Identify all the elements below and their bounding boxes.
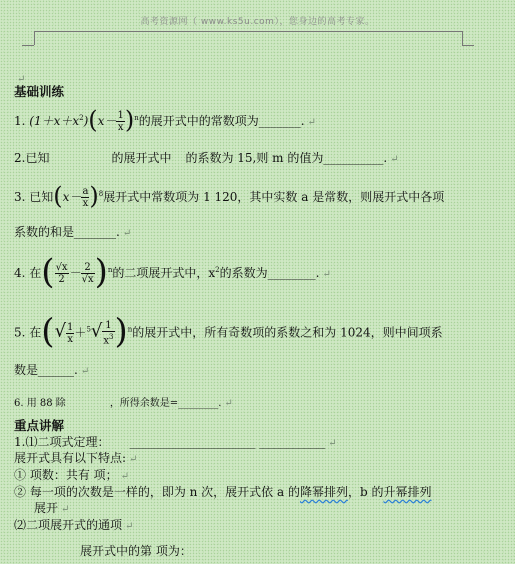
q1-paren-open: (: [88, 106, 98, 134]
q5-number: 5.: [14, 325, 26, 340]
q4-f2-den: √x: [81, 274, 94, 285]
q5-text-a: 在: [29, 325, 42, 340]
k5-text: 展开: [34, 501, 59, 515]
q5-root-2: [102, 320, 114, 346]
q6-text-b: ，所得余数是=________.: [109, 398, 222, 409]
key-6: ⑵二项展开式的通项 ↵: [14, 518, 134, 532]
q4-text-b: 的二项展开式中，x: [112, 266, 216, 280]
q3-expr-x: x－: [62, 190, 82, 204]
q4-fraction-1: [55, 262, 69, 285]
k4-text-a: ② 每一项的次数是一样的，即为 n 次，展开式依 a 的: [14, 485, 300, 499]
q4-paren-open: (: [41, 252, 55, 292]
q3-paren-open: (: [53, 182, 63, 210]
q3-paren-close: ): [89, 182, 99, 210]
k1-text-a: 1.⑴二项式定理：: [14, 435, 110, 449]
corner-mark-right-h: [462, 45, 474, 46]
q4-exponent: n: [107, 266, 113, 274]
question-3: [14, 182, 445, 210]
q4-f1-num: √x: [55, 262, 68, 273]
section-title-key: [14, 418, 64, 434]
question-2: 2.已知 的展开式中 的系数为 15,则 m 的值为__________. ↵: [14, 151, 399, 165]
q5-root-index: 5: [86, 325, 91, 334]
k3-text: ① 项数：共有 项；: [14, 468, 118, 482]
q5-r2-den: x: [103, 335, 110, 347]
q1-frac-num: 1: [117, 110, 124, 121]
section-title-basic: [14, 84, 64, 100]
q4-paren-close: ): [94, 252, 108, 292]
q1-paren-close: ): [124, 106, 135, 134]
question-4: 4. 在( $\frac{√x}{2}$ － $\frac{2}{√x}$ )$^n$的二项展开式中，$x^2$的系数为________. ↵: [14, 252, 331, 292]
q1-expr-a: (1＋x＋x: [29, 114, 80, 128]
corner-mark-left-h: [22, 45, 34, 46]
q4-f1-den: 2: [58, 274, 65, 285]
k6-text: ⑵二项展开式的通项: [14, 518, 123, 532]
key-1: 1.⑴二项式定理： _____________________ ___________ ↵: [14, 435, 337, 449]
section-title-key-text: 重点讲解: [14, 418, 65, 433]
q3-exponent: 8: [98, 190, 104, 198]
question-6: 6. 用 88 除 ，所得余数是=________. ↵: [14, 398, 233, 409]
q1-expr-x: x－: [97, 114, 117, 128]
q4-sup: 2: [215, 266, 220, 274]
q2-text-c: 的系数为 15,则 m 的值为__________.: [185, 151, 388, 165]
q1-expr-b: ): [83, 114, 89, 128]
q3-frac-num: a: [82, 186, 89, 197]
q5-r2-num: 1: [102, 320, 114, 332]
section-title-text: 基础训练: [14, 84, 65, 99]
q3-text-c: 系数的和是_______.: [14, 225, 120, 239]
q5-r2-sup: 3: [109, 333, 114, 341]
corner-mark-right: [462, 31, 475, 45]
q2-text-a: 2.已知: [14, 151, 50, 165]
key-5: 展开 ↵: [34, 501, 70, 515]
q5-text-c: 数是______.: [14, 363, 78, 377]
question-1: 1. $(1+x+x^2)(x-$ $\frac{1}{x}$ )$^n$的展开式中的常数项为_______. ↵: [14, 106, 316, 134]
q6-text-a: 6. 用 88 除: [14, 398, 66, 409]
q4-text-c: 的系数为________.: [219, 266, 320, 280]
return-mark: ↵: [17, 74, 26, 85]
k7-text: 展开式中的第 项为：: [80, 544, 192, 558]
q5-r2-den-wrap: [102, 332, 114, 346]
header-rule: [34, 31, 462, 32]
q3-frac-den: x: [82, 198, 89, 209]
q4-text-a: 在: [29, 266, 42, 280]
question-3-line-2: 系数的和是_______. ↵: [14, 225, 132, 239]
k1-text-b: _____________________ ___________: [129, 435, 326, 449]
key-7: [80, 543, 192, 559]
q4-number: 4.: [14, 266, 26, 280]
question-5-line-2: 数是______. ↵: [14, 363, 90, 377]
q5-r1-den: x: [67, 333, 74, 345]
k2-text: 展开式具有以下特点:: [14, 451, 127, 465]
question-5: 5. 在(√ $\frac{1}{x}$ ＋$^5$√ $\frac{1}{x^3}$ )$^n$的展开式中，所有奇数项的系数之和为 1024，则中间项系: [14, 311, 443, 352]
q5-paren-open: (: [41, 311, 55, 352]
q4-f2-num: 2: [81, 262, 95, 274]
q5-r1-num: 1: [67, 321, 74, 333]
q5-exponent: n: [127, 325, 133, 334]
key-4: [14, 484, 432, 500]
q5-paren-close: ): [114, 311, 128, 352]
q1-exponent: n: [134, 114, 139, 122]
q1-text: 的展开式中的常数项为_______.: [138, 114, 305, 128]
q1-number: 1.: [14, 114, 26, 128]
page-header: 高考资源网（ www.ks5u.com），您身边的高考专家。: [140, 17, 375, 27]
k4-text-d: 升幂排列: [383, 485, 432, 499]
q1-frac-den: x: [117, 122, 124, 133]
corner-mark-left: [22, 31, 35, 45]
q4-fraction-2: [81, 262, 95, 285]
key-3: ① 项数：共有 项； ↵: [14, 468, 130, 482]
q5-text-b: 的展开式中，所有奇数项的系数之和为 1024，则中间项系: [132, 325, 443, 340]
k4-text-b: 降幂排列: [299, 485, 348, 499]
q3-number: 3.: [14, 190, 26, 204]
q3-text-b: 展开式中常数项为 1 120，其中实数 a 是常数，则展开式中各项: [103, 190, 445, 204]
q1-fraction: [116, 110, 124, 133]
q2-text-b: 的展开式中: [111, 151, 172, 165]
q3-text-a: 已知: [29, 190, 54, 204]
k4-text-c: ，b 的: [347, 485, 384, 499]
key-2: 展开式具有以下特点: ↵: [14, 451, 138, 465]
